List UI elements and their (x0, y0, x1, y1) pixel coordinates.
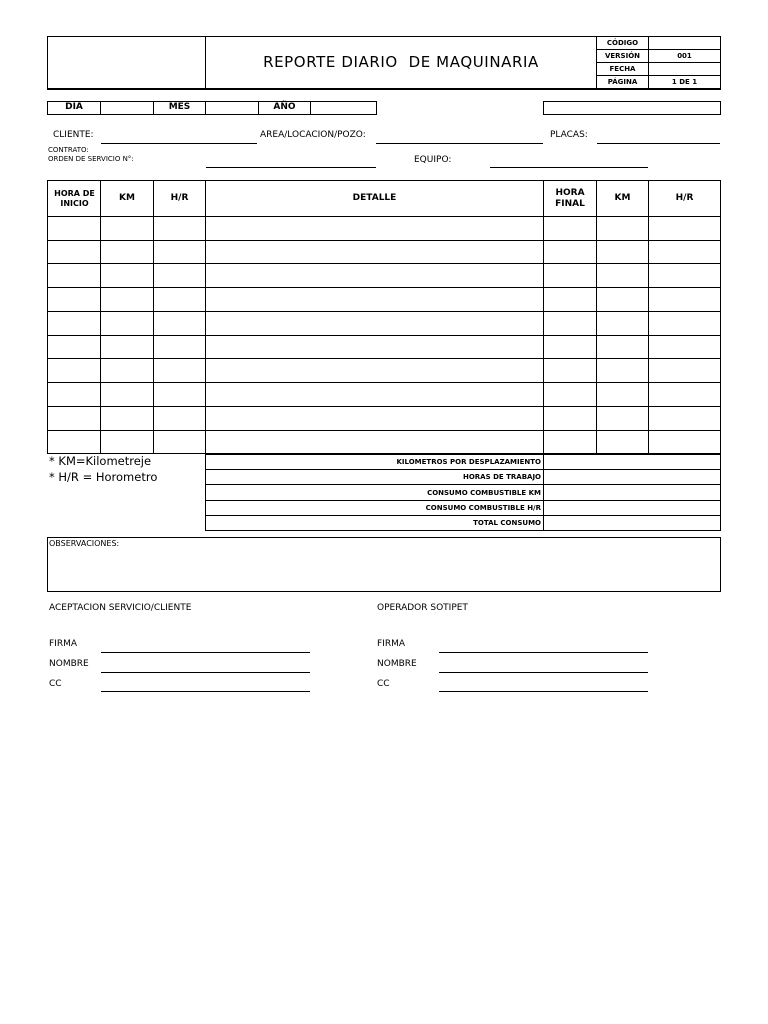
right-firma-field[interactable] (439, 652, 648, 653)
ano-input[interactable] (311, 102, 376, 114)
meta-label-version: VERSIÓN (604, 51, 641, 60)
summary-label-consumo-hr: CONSUMO COMBUSTIBLE H/R (425, 504, 541, 512)
right-cc-label: CC (377, 679, 390, 689)
meta-value-fecha[interactable] (649, 63, 720, 75)
left-cc-field[interactable] (101, 691, 310, 692)
right-cc-field[interactable] (439, 691, 648, 692)
meta-value-codigo[interactable] (649, 37, 720, 49)
area-field[interactable] (376, 143, 543, 144)
dia-input[interactable] (101, 102, 153, 114)
note-km: * KM=Kilometreje (49, 454, 152, 468)
page-title: REPORTE DIARIO DE MAQUINARIA (263, 53, 539, 71)
left-cc-label: CC (49, 679, 62, 689)
observaciones-label: OBSERVACIONES: (49, 539, 120, 548)
signature-right-title: OPERADOR SOTIPET (377, 603, 468, 613)
right-firma-label: FIRMA (377, 639, 406, 649)
summary-value-km-desplazamiento[interactable] (544, 455, 720, 469)
meta-value-pagina[interactable]: 1 DE 1 (671, 78, 698, 87)
col-header-hora-inicio: HORA DE INICIO (54, 189, 95, 208)
summary-value-total-consumo[interactable] (544, 516, 720, 530)
meta-label-codigo: CÓDIGO (606, 38, 639, 47)
orden-field[interactable] (206, 167, 376, 168)
col-header-hr: H/R (170, 193, 189, 204)
placas-label: PLACAS: (550, 130, 588, 140)
signature-left-title: ACEPTACION SERVICIO/CLIENTE (49, 603, 192, 613)
meta-label-fecha: FECHA (609, 64, 636, 73)
summary-label-km-desplazamiento: KILOMETROS POR DESPLAZAMIENTO (396, 458, 541, 466)
col-header-km: KM (119, 193, 135, 204)
summary-label-consumo-km: CONSUMO COMBUSTIBLE KM (427, 489, 541, 497)
col-header-hr-final: H/R (675, 193, 694, 204)
mes-input[interactable] (206, 102, 258, 114)
contrato-label: CONTRATO: (48, 146, 89, 154)
meta-value-version[interactable]: 001 (677, 51, 692, 60)
cliente-field[interactable] (101, 143, 257, 144)
meta-label-pagina: PÁGINA (607, 78, 638, 87)
equipo-field[interactable] (490, 167, 648, 168)
observaciones-box[interactable] (47, 537, 721, 592)
placas-field[interactable] (597, 143, 720, 144)
summary-label-total-consumo: TOTAL CONSUMO (473, 519, 541, 527)
mes-label: MES (168, 102, 191, 113)
area-label: AREA/LOCACION/POZO: (260, 130, 366, 140)
left-firma-field[interactable] (101, 652, 310, 653)
col-header-detalle: DETALLE (352, 193, 397, 204)
equipo-label: EQUIPO: (414, 155, 452, 165)
summary-value-consumo-km[interactable] (544, 485, 720, 499)
left-nombre-field[interactable] (101, 672, 310, 673)
right-nombre-field[interactable] (439, 672, 648, 673)
cliente-label: CLIENTE: (53, 130, 94, 140)
summary-label-horas-trabajo: HORAS DE TRABAJO (462, 473, 541, 481)
summary-value-consumo-hr[interactable] (544, 501, 720, 515)
right-nombre-label: NOMBRE (377, 659, 417, 669)
left-nombre-label: NOMBRE (49, 659, 89, 669)
date-extra-field[interactable] (543, 101, 721, 115)
ano-label: AÑO (273, 102, 296, 113)
orden-label: ORDEN DE SERVICIO N°: (48, 155, 134, 163)
col-header-hora-final: HORA FINAL (555, 188, 585, 209)
left-firma-label: FIRMA (49, 639, 78, 649)
summary-value-horas-trabajo[interactable] (544, 470, 720, 484)
col-header-km-final: KM (614, 193, 631, 204)
dia-label: DIA (65, 102, 83, 113)
note-hr: * H/R = Horometro (49, 470, 158, 484)
